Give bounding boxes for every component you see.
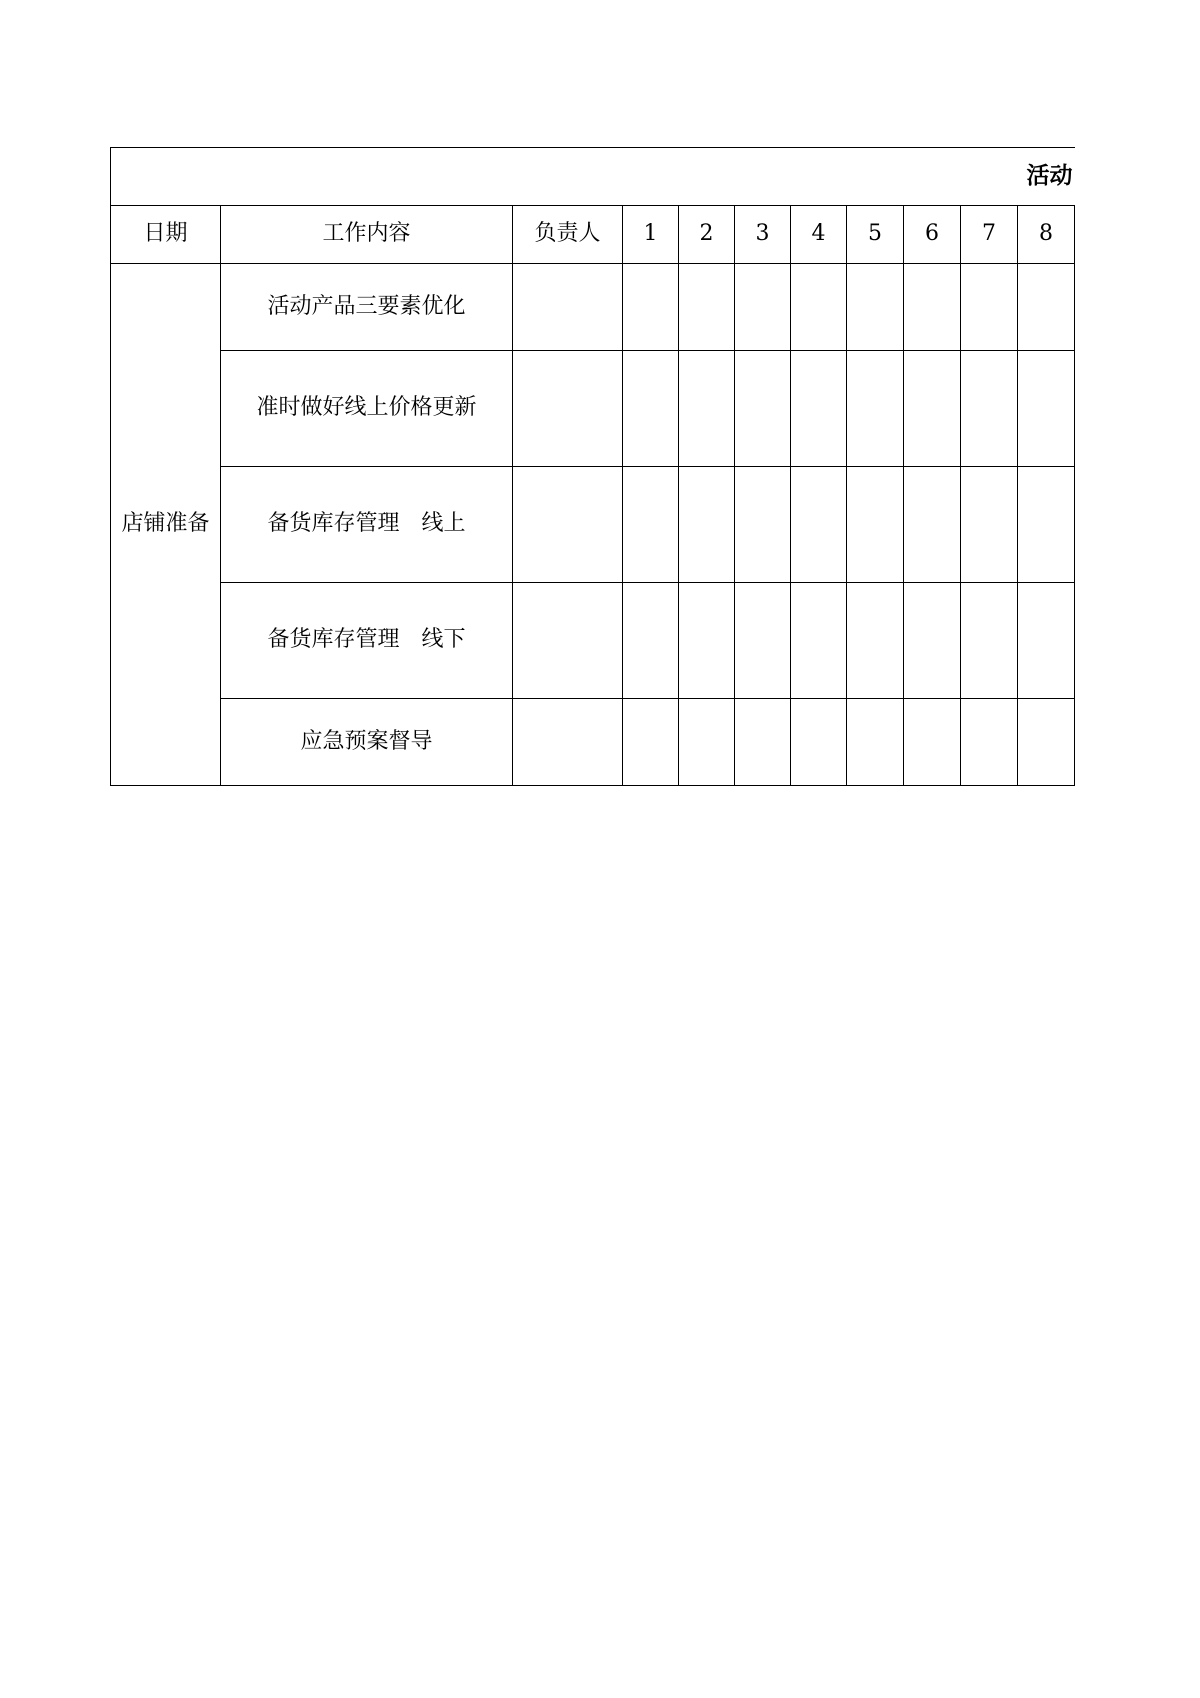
table-row: [111, 699, 1075, 786]
header-day-3: 3: [735, 206, 791, 264]
table-row: [111, 264, 1075, 351]
table-row: [111, 467, 1075, 583]
task-owner: [513, 264, 623, 351]
day-cell: [791, 583, 847, 699]
header-day-4: 4: [791, 206, 847, 264]
activity-schedule-table: [110, 147, 1075, 786]
day-cell: [791, 699, 847, 786]
day-cell: [791, 467, 847, 583]
task-owner: [513, 467, 623, 583]
day-cell: [847, 699, 904, 786]
day-cell: [679, 699, 735, 786]
day-cell: [847, 467, 904, 583]
day-cell: [791, 264, 847, 351]
header-day-6: 6: [904, 206, 961, 264]
title-row: [111, 148, 1075, 206]
table-row: [111, 351, 1075, 467]
day-cell: [904, 351, 961, 467]
header-day-8: 8: [1018, 206, 1075, 264]
day-cell: [961, 467, 1018, 583]
day-cell: [1018, 264, 1075, 351]
day-cell: [961, 583, 1018, 699]
day-cell: [1018, 699, 1075, 786]
header-work-content: 工作内容: [221, 206, 513, 264]
day-cell: [679, 351, 735, 467]
header-date: 日期: [111, 206, 221, 264]
task-content: 备货库存管理 线上: [221, 467, 513, 583]
header-row: [111, 206, 1075, 264]
day-cell: [847, 583, 904, 699]
day-cell: [623, 467, 679, 583]
header-day-5: 5: [847, 206, 904, 264]
task-content: 备货库存管理 线下: [221, 583, 513, 699]
header-owner: 负责人: [513, 206, 623, 264]
day-cell: [1018, 583, 1075, 699]
day-cell: [961, 699, 1018, 786]
day-cell: [1018, 467, 1075, 583]
section-label: 店铺准备: [111, 264, 221, 786]
table-title: 活动: [111, 148, 1075, 206]
day-cell: [623, 351, 679, 467]
day-cell: [1018, 351, 1075, 467]
day-cell: [679, 467, 735, 583]
day-cell: [791, 351, 847, 467]
day-cell: [623, 699, 679, 786]
day-cell: [623, 583, 679, 699]
day-cell: [961, 264, 1018, 351]
header-day-7: 7: [961, 206, 1018, 264]
day-cell: [847, 351, 904, 467]
day-cell: [735, 264, 791, 351]
header-day-1: 1: [623, 206, 679, 264]
header-day-2: 2: [679, 206, 735, 264]
day-cell: [679, 264, 735, 351]
day-cell: [961, 351, 1018, 467]
day-cell: [679, 583, 735, 699]
day-cell: [623, 264, 679, 351]
day-cell: [735, 699, 791, 786]
task-content: 准时做好线上价格更新: [221, 351, 513, 467]
day-cell: [904, 583, 961, 699]
day-cell: [735, 351, 791, 467]
day-cell: [847, 264, 904, 351]
day-cell: [904, 264, 961, 351]
day-cell: [904, 699, 961, 786]
day-cell: [735, 467, 791, 583]
task-owner: [513, 351, 623, 467]
day-cell: [735, 583, 791, 699]
task-content: 活动产品三要素优化: [221, 264, 513, 351]
day-cell: [904, 467, 961, 583]
task-content: 应急预案督导: [221, 699, 513, 786]
table-row: [111, 583, 1075, 699]
task-owner: [513, 583, 623, 699]
task-owner: [513, 699, 623, 786]
